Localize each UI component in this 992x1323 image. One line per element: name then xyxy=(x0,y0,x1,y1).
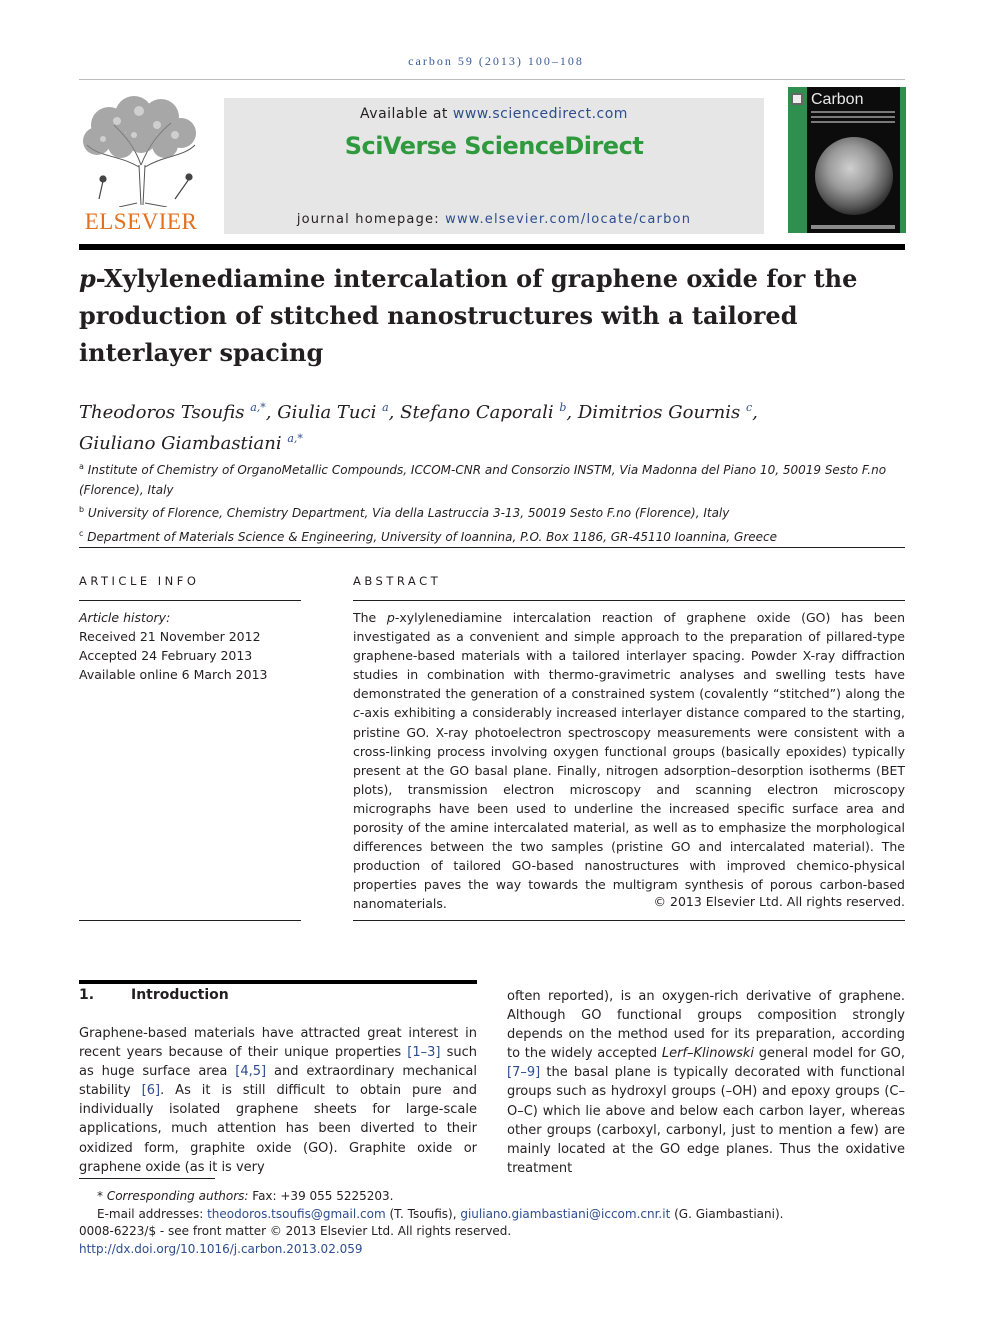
author-list xyxy=(79,395,905,457)
title-text: -Xylylenediamine intercalation of graphene oxide for the production of stitched nanostructures with a tailored interlayer spacing xyxy=(79,264,858,367)
email-link-tsoufis[interactable]: theodoros.tsoufis@gmail.com xyxy=(207,1206,386,1221)
body-text: and extraordinary mechanical stability xyxy=(79,1064,477,1099)
intro-column-right xyxy=(507,987,905,1178)
author-affil-link[interactable]: c xyxy=(745,401,753,414)
body-text: general model for GO, xyxy=(754,1046,905,1062)
homepage-label: journal homepage: xyxy=(296,212,446,227)
available-at xyxy=(224,106,764,122)
body-text: the basal plane is typically decorated with functional groups such as hydroxyl groups (–OH) and epoxy groups (C–O–C) which lie above and below each carbon layer, whereas other groups (carboxyl, carbonyl, just to mention a few) are mainly located at the GO edge planes. Thus the oxidative treatment xyxy=(507,1065,905,1176)
article-info-heading: ARTICLE INFO xyxy=(79,574,200,588)
received-date: Received 21 November 2012 xyxy=(79,629,261,644)
sciencedirect-banner xyxy=(224,98,764,234)
author-affil-link[interactable]: a xyxy=(382,401,389,414)
abstract-bottom-rule xyxy=(353,920,905,921)
author-name: Giuliano Giambastiani xyxy=(79,433,282,454)
section-number: 1. xyxy=(79,987,95,1003)
email-owner: (G. Giambastiani). xyxy=(670,1206,784,1221)
author-separator: , xyxy=(566,402,578,423)
citation-link[interactable]: [7–9] xyxy=(507,1065,541,1081)
affiliation-mark: c xyxy=(79,528,84,538)
footnotes xyxy=(79,1188,905,1258)
corresponding-authors xyxy=(79,1188,905,1206)
intro-rule xyxy=(79,980,477,984)
abstract-copyright: © 2013 Elsevier Ltd. All rights reserved. xyxy=(653,894,905,909)
cover-micrograph xyxy=(815,137,893,215)
section-title: Introduction xyxy=(131,987,229,1003)
citation-link[interactable]: [4,5] xyxy=(235,1064,267,1080)
affiliation-text: University of Florence, Chemistry Department, Via della Lastruccia 3-13, 50019 Sesto F.no (Florence), Italy xyxy=(87,506,730,520)
body-text: often reported), is an oxygen-rich derivative of graphene. Although GO functional groups composition strongly depends on the method used for its preparation, according to the widely accepted xyxy=(507,989,905,1062)
tree-icon xyxy=(79,95,203,207)
body-text: such as huge surface area xyxy=(79,1045,478,1080)
affiliation-text: Institute of Chemistry of OrganoMetallic Compounds, ICCOM-CNR and Consorzio INSTM, Via Madonna del Piano 10, 50019 Sesto F.no (Florence), Italy xyxy=(79,463,887,497)
doi-link[interactable]: http://dx.doi.org/10.1016/j.carbon.2013.02.059 xyxy=(79,1241,363,1256)
affiliation-item xyxy=(79,524,905,548)
fax-number: Fax: +39 055 5225203. xyxy=(248,1189,394,1203)
footnote-mark: * xyxy=(97,1189,103,1203)
cover-footer-bar xyxy=(811,225,895,229)
email-link-giambastiani[interactable]: giuliano.giambastiani@iccom.cnr.it xyxy=(460,1206,671,1221)
issn-line: 0008-6223/$ - see front matter © 2013 Elsevier Ltd. All rights reserved. xyxy=(79,1224,512,1238)
body-text: Graphene-based materials have attracted great interest in recent years because of their unique properties xyxy=(79,1026,477,1061)
title-italic-p: p xyxy=(79,264,96,293)
article-info-rule xyxy=(79,600,301,601)
article-info-bottom-rule xyxy=(79,920,301,921)
elsevier-logo[interactable] xyxy=(79,95,203,235)
abstract-text: c xyxy=(353,705,360,721)
journal-homepage xyxy=(224,212,764,227)
footnote-rule xyxy=(79,1178,215,1179)
author-name: Dimitrios Gournis xyxy=(577,402,741,423)
affiliation-item xyxy=(79,457,905,500)
abstract-text: -axis exhibiting a considerably increased interlayer distance compared to the starting, pristine GO. X-ray photoelectron spectroscopy measurements were consistent with a cross-linking process involving oxygen functional groups (basically epoxides) typically present at the GO basal plane. Finally, nitrogen adsorption–desorption isotherms (BET plots), transmission electron microscopy and scanning electron microscopy micrographs have been used to underline the increased specific surface area and porosity of the amine intercalated material, as well as to emphasize the morphological differences between the two samples (pristine GO and intercalated material). The production of tailored GO-based nanostructures with improved chemico-physical properties paves the way towards the multigram synthesis of porous carbon-based nanomaterials. xyxy=(353,705,905,912)
intro-column-left xyxy=(79,1024,477,1177)
corresponding-label: Corresponding authors: xyxy=(106,1189,249,1203)
history-label: Article history: xyxy=(79,610,171,625)
abstract-text: -xylylenediamine intercalation reaction of graphene oxide (GO) has been investigated as a convenient and simple approach to the preparation of pillared-type graphene-based materials with a tailored interlayer spacing. Powder X-ray diffraction studies in combination with thermo-gravimetric analyses and swelling tests have demonstrated the generation of a constrained system (covalently “stitched”) along the xyxy=(353,610,905,702)
journal-homepage-link[interactable]: www.elsevier.com/locate/carbon xyxy=(445,212,692,227)
abstract-heading: ABSTRACT xyxy=(353,574,442,588)
affiliation-mark: b xyxy=(79,505,85,514)
header-rule xyxy=(79,79,905,80)
elsevier-wordmark: ELSEVIER xyxy=(84,209,198,234)
cover-panel xyxy=(807,87,900,233)
front-matter-rule xyxy=(79,547,905,548)
intro-heading xyxy=(79,987,229,1003)
qr-code-icon xyxy=(791,93,803,105)
abstract-text: p xyxy=(386,610,395,625)
accepted-date: Accepted 24 February 2013 xyxy=(79,648,253,663)
author-affil-link[interactable]: a,* xyxy=(250,401,266,414)
author-name: Giulia Tuci xyxy=(277,402,377,423)
cover-text-lines xyxy=(811,111,895,126)
author-separator: , xyxy=(388,402,401,423)
email-label: E-mail addresses: xyxy=(97,1206,208,1221)
citation-link[interactable]: [1–3] xyxy=(407,1045,441,1061)
title-rule xyxy=(79,244,905,250)
running-head: carbon 59 (2013) 100–108 xyxy=(408,54,584,68)
email-addresses xyxy=(79,1206,905,1224)
article-history xyxy=(79,608,301,684)
available-label: Available at xyxy=(360,106,453,122)
abstract-body xyxy=(353,608,905,914)
author-separator: , xyxy=(265,402,278,423)
abstract-rule xyxy=(353,600,905,601)
affiliations xyxy=(79,457,905,547)
body-text: . As it is still difficult to obtain pure and individually isolated graphene sheets for large-scale applications, much attention has been diverted to their oxidized form, graphite oxide (GO). Graphite oxide or graphene oxide (as it is very xyxy=(79,1083,477,1175)
author-affil-link[interactable]: a,* xyxy=(287,432,303,445)
author-affil-link[interactable]: b xyxy=(559,401,567,414)
abstract-text: The xyxy=(353,610,387,625)
affiliation-text: Department of Materials Science & Engineering, University of Ioannina, P.O. Box 1186, GR-45110 Ioannina, Greece xyxy=(87,529,778,544)
email-owner: (T. Tsoufis), xyxy=(385,1206,461,1221)
sciverse-brand[interactable]: SciVerse ScienceDirect xyxy=(344,132,644,160)
article-title xyxy=(79,260,905,371)
cover-journal-title: Carbon xyxy=(811,91,864,108)
author-name: Theodoros Tsoufis xyxy=(79,402,245,423)
online-date: Available online 6 March 2013 xyxy=(79,667,268,682)
journal-cover[interactable] xyxy=(788,87,906,233)
author-name: Stefano Caporali xyxy=(400,402,554,423)
author-separator: , xyxy=(752,402,758,423)
body-text: Lerf–Klinowski xyxy=(661,1046,754,1062)
affiliation-mark: a xyxy=(79,462,84,471)
citation-link[interactable]: [6] xyxy=(141,1083,161,1099)
affiliation-item xyxy=(79,500,905,524)
sciencedirect-link[interactable]: www.sciencedirect.com xyxy=(452,106,628,122)
